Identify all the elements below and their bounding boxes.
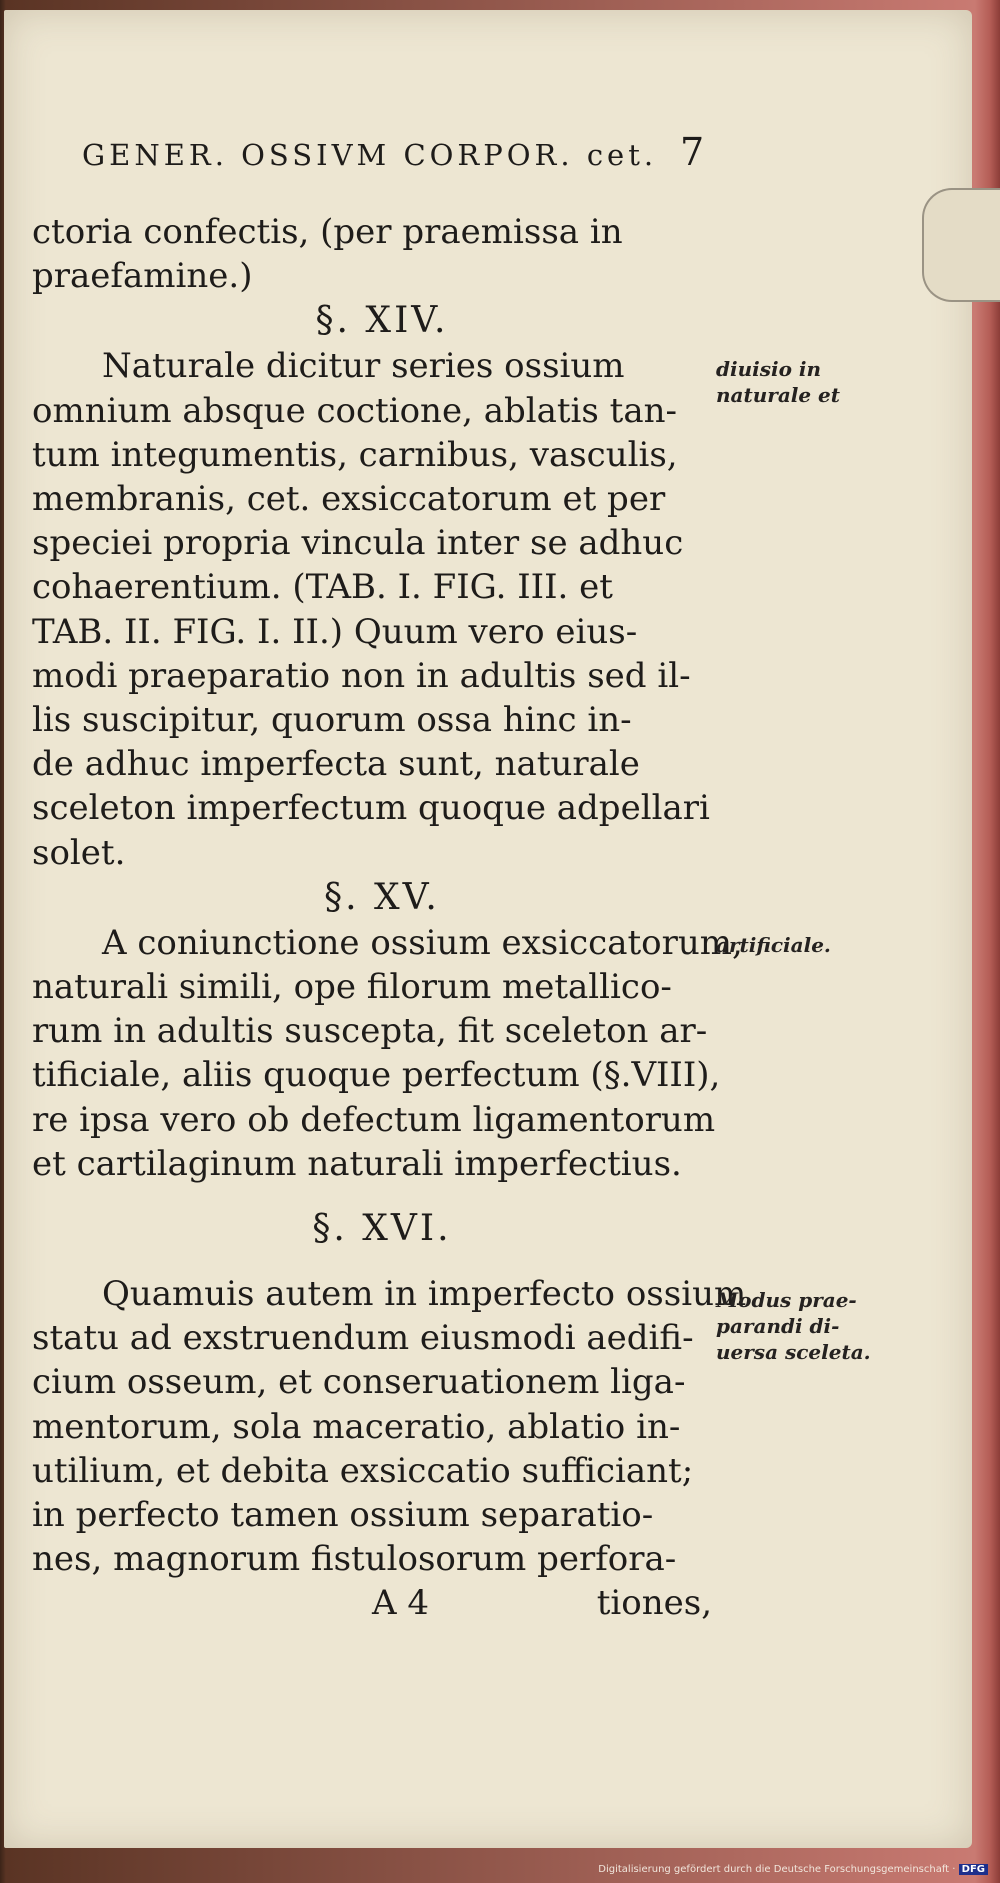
section-heading-xv: §. XV. xyxy=(324,876,440,918)
text-line: tum integumentis, carnibus, vasculis, xyxy=(32,434,678,475)
text-line: nes, magnorum fistulosorum perfora- xyxy=(32,1539,677,1580)
text-line: sceleton imperfectum quoque adpellari xyxy=(32,788,710,829)
text-line: tificiale, aliis quoque perfectum (§.VIII), xyxy=(32,1055,721,1096)
text-line: in perfecto tamen ossium separatio- xyxy=(32,1495,654,1536)
text-line: modi praeparatio non in adultis sed il- xyxy=(32,655,691,696)
marginal-note-modus: Modus prae- xyxy=(716,1288,857,1312)
running-title: GENER. OSSIVM CORPOR. cet. xyxy=(82,138,658,172)
text-line: mentorum, sola maceratio, ablatio in- xyxy=(32,1406,681,1447)
marginal-note-artificiale: artificiale. xyxy=(716,933,831,957)
text-line: Naturale dicitur series ossium xyxy=(102,346,625,387)
main-text xyxy=(32,210,747,1626)
running-header xyxy=(82,130,712,174)
credit-text: Digitalisierung gefördert durch die Deutsche Forschungsgemeinschaft xyxy=(598,1864,950,1875)
page-footer xyxy=(32,1581,712,1625)
text-line: membranis, cet. exsiccatorum et per xyxy=(32,479,666,520)
marginal-note-naturale: naturale et xyxy=(716,383,841,407)
text-line: et cartilaginum naturali imperfectius. xyxy=(32,1143,682,1184)
page-number: 7 xyxy=(680,130,705,174)
digitization-credit: Digitalisierung gefördert durch die Deutsche Forschungsgemeinschaft · DFG xyxy=(598,1864,988,1875)
text-line: lis suscipitur, quorum ossa hinc in- xyxy=(32,700,632,741)
text-line: TAB. II. FIG. I. II.) Quum vero eius- xyxy=(32,611,638,652)
text-line: cium osseum, et conseruationem liga- xyxy=(32,1362,686,1403)
marginal-note-diuisio: diuisio in xyxy=(716,357,822,381)
text-line: utilium, et debita exsiccatio sufficiant; xyxy=(32,1450,694,1491)
catchword: tiones, xyxy=(596,1583,712,1624)
text-line: naturali simili, ope filorum metallico- xyxy=(32,967,672,1008)
signature-mark: A 4 xyxy=(372,1583,429,1624)
text-line: omnium absque coctione, ablatis tan- xyxy=(32,390,677,431)
dfg-logo: DFG xyxy=(959,1864,988,1875)
text-line: cohaerentium. (TAB. I. FIG. III. et xyxy=(32,567,613,608)
text-line: solet. xyxy=(32,832,126,873)
text-line: de adhuc imperfecta sunt, naturale xyxy=(32,744,640,785)
text-line: ctoria confectis, (per praemissa in xyxy=(32,212,623,252)
marginal-note-sceleta: uersa sceleta. xyxy=(716,1340,871,1364)
section-heading-xvi: §. XVI. xyxy=(312,1208,452,1250)
text-line: speciei propria vincula inter se adhuc xyxy=(32,523,684,564)
text-line: praefamine.) xyxy=(32,256,253,297)
text-line: Quamuis autem in imperfecto ossium xyxy=(102,1274,747,1315)
text-line: A coniunctione ossium exsiccatorum, xyxy=(102,922,743,963)
text-line: rum in adultis suscepta, fit sceleton ar- xyxy=(32,1011,708,1052)
text-line: statu ad exstruendum eiusmodi aedifi- xyxy=(32,1318,694,1359)
text-line: re ipsa vero ob defectum ligamentorum xyxy=(32,1099,716,1140)
marginal-note-parandi: parandi di- xyxy=(716,1314,840,1338)
page-clip-shadow xyxy=(922,188,1000,302)
section-heading-xiv: §. XIV. xyxy=(315,300,449,342)
